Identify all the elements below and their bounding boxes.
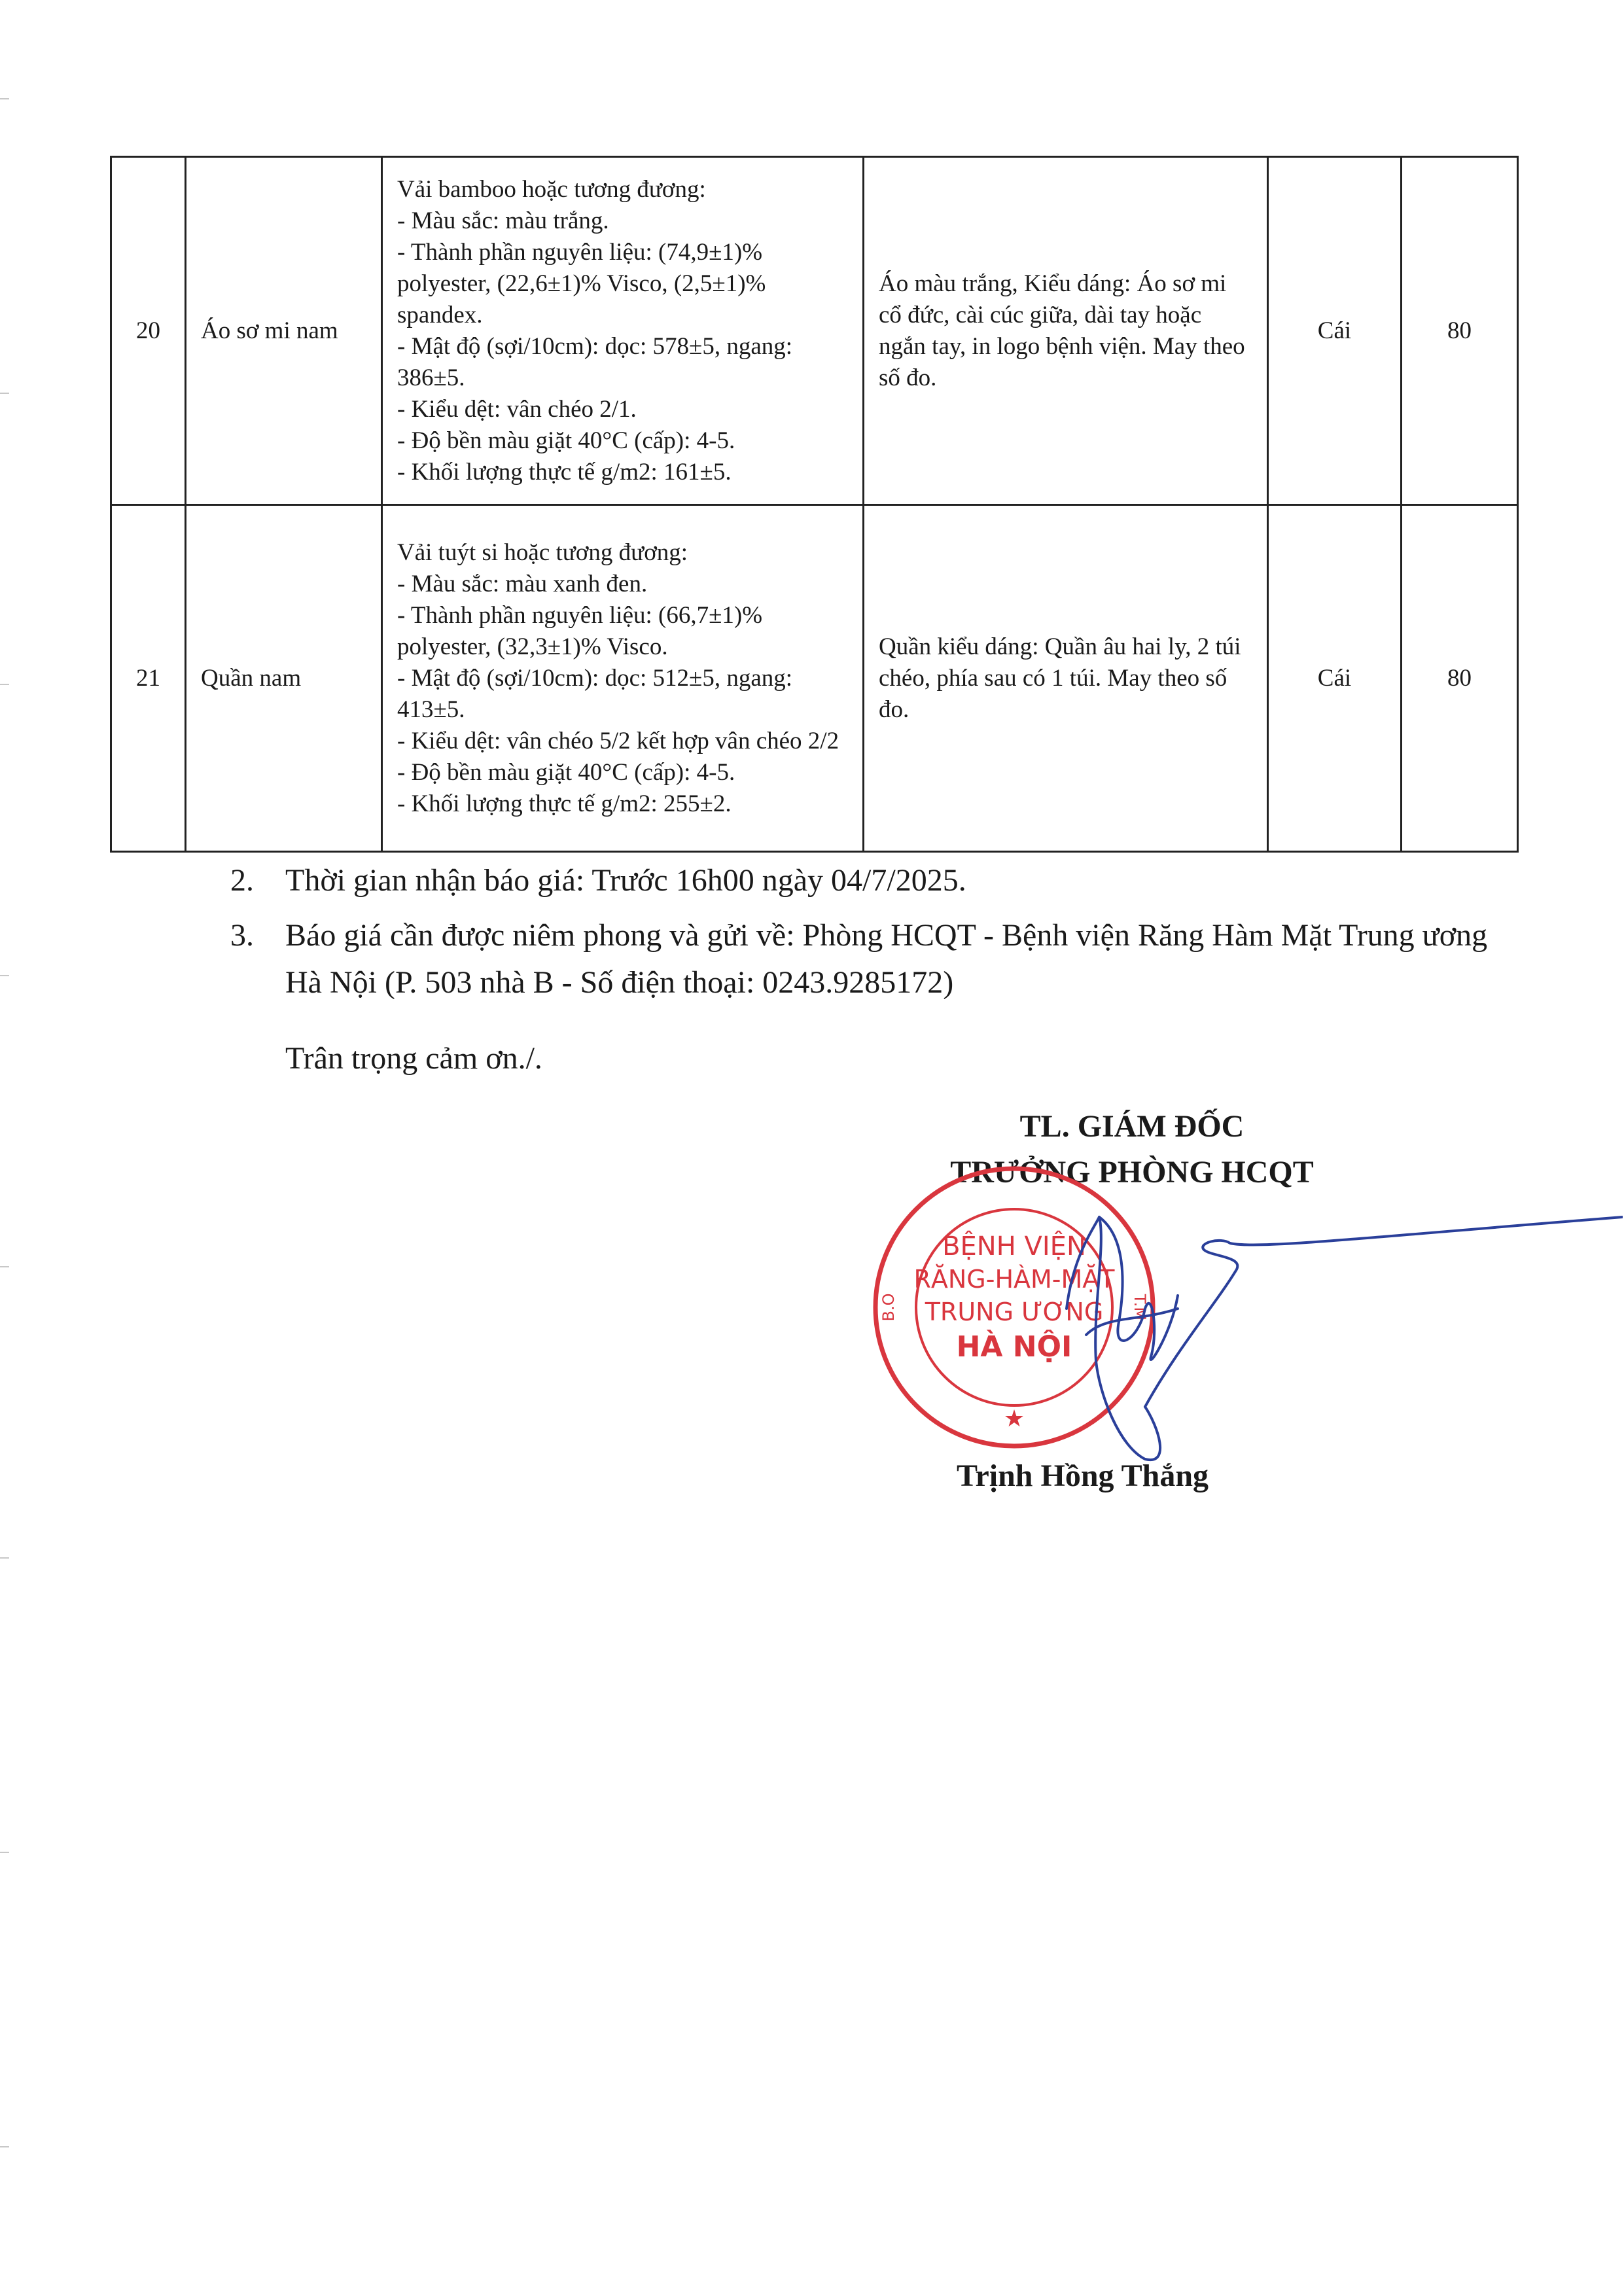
item-quantity: 80 [1402,157,1518,505]
spec-line: - Mật độ (sợi/10cm): dọc: 578±5, ngang: 386±5. [397,332,793,391]
margin-tick [0,684,9,685]
seal-text-line: TRUNG ƯƠNG [925,1298,1104,1326]
items-table [110,156,1519,853]
item-spec [382,505,864,852]
item-name: Quần nam [186,505,382,852]
margin-tick [0,975,9,976]
margin-tick [0,1557,9,1559]
seal-text-line: BỆNH VIỆN [942,1231,1086,1262]
signer-department: TRƯỞNG PHÒNG HCQT [950,1155,1314,1190]
spec-line: - Mật độ (sợi/10cm): dọc: 512±5, ngang: 413±5. [397,664,793,723]
note-text: Thời gian nhận báo giá: Trước 16h00 ngày 04/7/2025. [285,863,966,898]
note-number: 2. [230,863,254,898]
note-item [230,912,1513,1006]
closing-text: Trân trọng cảm ơn./. [285,1041,542,1076]
item-description: Áo màu trắng, Kiểu dáng: Áo sơ mi cổ đức, cài cúc giữa, dài tay hoặc ngắn tay, in logo bệnh viện. May theo số đo. [864,157,1268,505]
spec-line: - Màu sắc: màu trắng. [397,207,609,234]
seal-star-icon: ★ [1003,1405,1025,1432]
spec-line: - Thành phần nguyên liệu: (66,7±1)% polyester, (32,3±1)% Visco. [397,601,763,660]
row-number: 21 [111,505,186,852]
spec-line: - Độ bền màu giặt 40°C (cấp): 4-5. [397,427,735,454]
seal-text-line: RĂNG-HÀM-MẶT [913,1265,1115,1294]
notes-list [230,857,1513,1014]
table-row [111,157,1518,505]
spec-line: - Độ bền màu giặt 40°C (cấp): 4-5. [397,758,735,786]
row-number: 20 [111,157,186,505]
item-quantity: 80 [1402,505,1518,852]
note-text: Báo giá cần được niêm phong và gửi về: Phòng HCQT - Bệnh viện Răng Hàm Mặt Trung ương Hà Nội (P. 503 nhà B - Số điện thoại: 0243.9285172) [285,918,1488,1000]
margin-tick [0,98,9,99]
seal-side-text: B.O [879,1293,898,1322]
seal-text-line: HÀ NỘI [956,1330,1072,1364]
spec-line: - Màu sắc: màu xanh đen. [397,570,648,597]
spec-line: - Kiểu dệt: vân chéo 2/1. [397,395,637,423]
spec-line: - Khối lượng thực tế g/m2: 161±5. [397,458,732,486]
signer-title: TL. GIÁM ĐỐC [1019,1109,1244,1144]
note-item [230,857,1513,904]
spec-line: - Thành phần nguyên liệu: (74,9±1)% polyester, (22,6±1)% Visco, (2,5±1)% spandex. [397,238,766,328]
margin-tick [0,2146,9,2147]
margin-tick [0,393,9,394]
spec-line: - Kiểu dệt: vân chéo 5/2 kết hợp vân chéo 2/2 [397,727,839,754]
spec-line: Vải bamboo hoặc tương đương: [397,175,706,203]
note-number: 3. [230,918,254,953]
signer-name: Trịnh Hồng Thắng [957,1458,1209,1493]
handwritten-signature [1047,1178,1623,1479]
spec-line: Vải tuýt si hoặc tương đương: [397,539,688,566]
margin-tick [0,1266,9,1267]
item-description: Quần kiểu dáng: Quần âu hai ly, 2 túi chéo, phía sau có 1 túi. May theo số đo. [864,505,1268,852]
item-spec [382,157,864,505]
item-unit: Cái [1268,505,1402,852]
seal-side-text: T.M [1131,1294,1149,1321]
table-row [111,505,1518,852]
margin-tick [0,1852,9,1853]
item-name: Áo sơ mi nam [186,157,382,505]
item-unit: Cái [1268,157,1402,505]
spec-line: - Khối lượng thực tế g/m2: 255±2. [397,790,732,817]
